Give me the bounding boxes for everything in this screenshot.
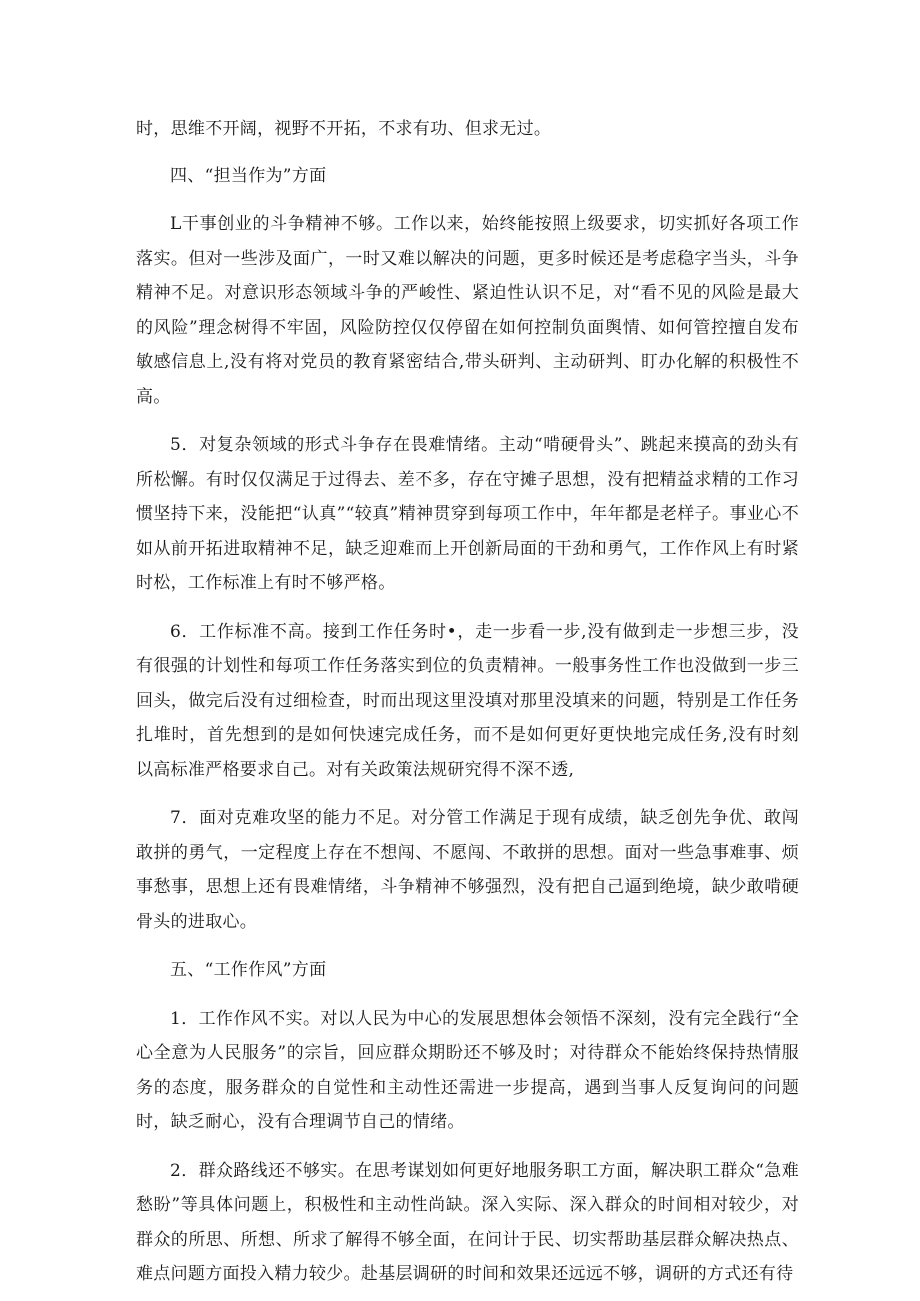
paragraph-item-7: 7．面对克难攻坚的能力不足。对分管工作满足于现有成绩，缺乏创先争优、敢闯敢拼的勇气，一定程度上存在不想闯、不愿闯、不敢拼的思想。面对一些急事难事、烦事愁事，思想上还有畏难情绪，斗争精神不够强烈，没有把自己逼到绝境，缺少敢啃硬骨头的进取心。 — [136, 808, 799, 932]
paragraph-item-2: 2．群众路线还不够实。在思考谋划如何更好地服务职工方面，解决职工群众“急难愁盼”等具体问题上，积极性和主动性尚缺。深入实际、深入群众的时间相对较少，对群众的所思、所想、所求了解得不够全面，在问计于民、切实帮助基层群众解决热点、难点问题方面投入精力较少。赴基层调研的时间和效果还远远不够，调研的方式还有待 — [136, 1160, 799, 1284]
paragraph-item-6: 6．工作标准不高。接到工作任务时•，走一步看一步,没有做到走一步想三步，没有很强的计划性和每项工作任务落实到位的负责精神。一般事务性工作也没做到一步三回头，做完后没有过细检查，时而出现这里没填对那里没填来的问题，特别是工作任务扎堆时，首先想到的是如何快速完成任务，而不是如何更好更快地完成任务,没有时刻以高标准严格要求自己。对有关政策法规研究得不深不透, — [136, 621, 799, 780]
paragraph-continuation: 时，思维不开阔，视野不开拓，不求有功、但求无过。 — [136, 119, 552, 139]
section-heading-4: 四、“担当作为”方面 — [170, 165, 327, 186]
paragraph-item-1: 1．工作作风不实。对以人民为中心的发展思想体会领悟不深刻，没有完全践行“全心全意为人民服务”的宗旨，回应群众期盼还不够及时；对待群众不能始终保持热情服务的态度，服务群众的自觉性和主动性还需进一步提高，遇到当事人反复询问的问题时，缺乏耐心，没有合理调节自己的情绪。 — [136, 1008, 799, 1132]
paragraph-item-l: L干事创业的斗争精神不够。工作以来，始终能按照上级要求，切实抓好各项工作落实。但对一些涉及面广，一时又难以解决的问题，更多时候还是考虑稳字当头，斗争精神不足。对意识形态领域斗争的严峻性、紧迫性认识不足，对“看不见的风险是最大的风险”理念树得不牢固，风险防控仅仅停留在如何控制负面舆情、如何管控擅自发布敏感信息上,没有将对党员的教育紧密结合,带头研判、主动研判、盯办化解的积极性不高。 — [136, 214, 799, 407]
section-heading-5: 五、“工作作风”方面 — [170, 960, 327, 980]
paragraph-item-5: 5．对复杂领域的形式斗争存在畏难情绪。主动“啃硬骨头”、跳起来摸高的劲头有所松懈。有时仅仅满足于过得去、差不多，存在守摊子思想，没有把精益求精的工作习惯坚持下来，没能把“认真”“较真”精神贯穿到每项工作中，年年都是老样子。事业心不如从前开拓进取精神不足，缺乏迎难而上开创新局面的干劲和勇气，工作作风上有时紧时松，工作标准上有时不够严格。 — [136, 435, 799, 593]
